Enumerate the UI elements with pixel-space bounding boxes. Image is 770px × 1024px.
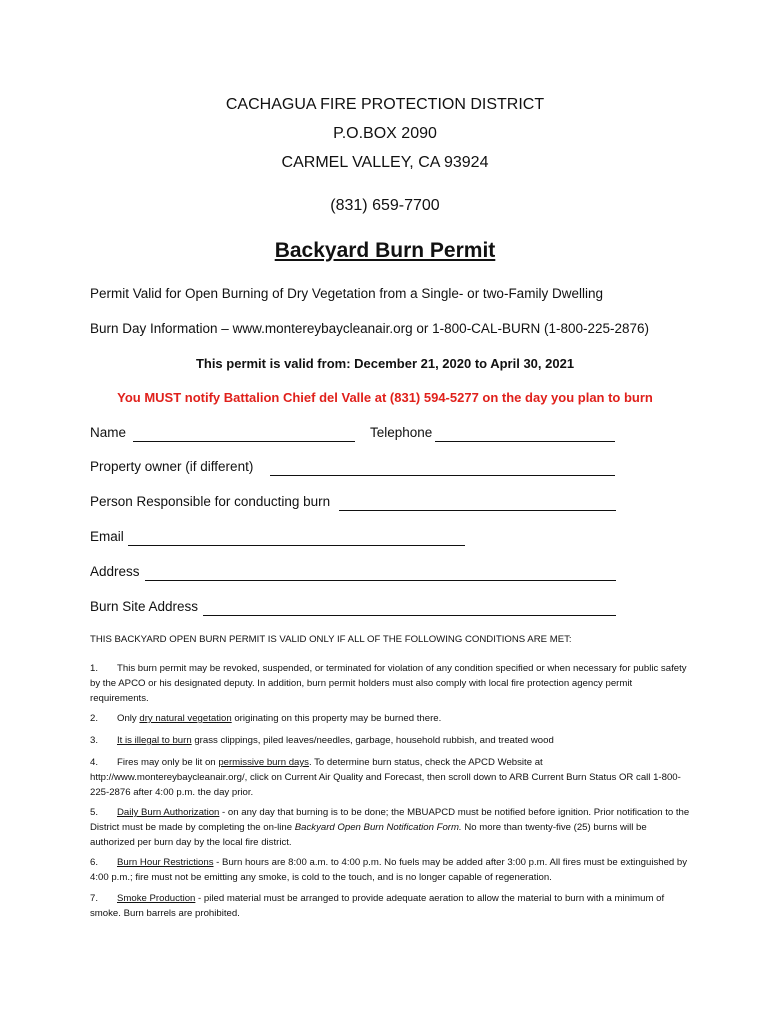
condition-text: It is illegal to burn (117, 735, 192, 746)
org-name: CACHAGUA FIRE PROTECTION DISTRICT (225, 96, 545, 113)
name-field[interactable] (133, 441, 355, 442)
po-box: P.O.BOX 2090 (333, 125, 437, 142)
condition-text: grass clippings, piled leaves/needles, garbage, household rubbish, and treated wood (191, 735, 554, 746)
phone: (831) 659-7700 (330, 197, 440, 214)
condition-text: Burn Hour Restrictions (117, 857, 214, 868)
conditions-heading: THIS BACKYARD OPEN BURN PERMIT IS VALID ONLY IF ALL OF THE FOLLOWING CONDITIONS ARE MET: (90, 634, 572, 645)
condition-text: Fires may only be lit on (117, 757, 219, 768)
condition-text: Smoke Production (117, 893, 196, 904)
condition-text: . To determine burn status, check the APCD Website at http://www.montereybaycleanair.org/, click on Current Air Quality and Forecast, then scroll down to ARB Current Burn Status OR call 1-800-225-2876 after 4:00 p.m. the day prior. (90, 757, 681, 798)
notify-notice: You MUST notify Battalion Chief del Valle at (831) 594-5277 on the day you plan to burn (117, 390, 653, 405)
condition-number: 3. (90, 735, 99, 746)
condition-number: 1. (90, 663, 99, 674)
condition-text: Backyard Open Burn Notification Form. (294, 822, 462, 833)
email-field[interactable] (128, 545, 465, 546)
valid-dates: This permit is valid from: December 21, 2020 to April 30, 2021 (195, 356, 575, 371)
property-owner-field[interactable] (270, 475, 615, 476)
name-label: Name (90, 425, 127, 440)
condition-number: 6. (90, 857, 99, 868)
email-label: Email (90, 529, 124, 544)
condition-item (90, 755, 690, 800)
condition-item (90, 805, 690, 850)
property-owner-label: Property owner (if different) (90, 459, 254, 474)
condition-text: Only (117, 713, 140, 724)
condition-item (90, 661, 690, 706)
burn-site-label: Burn Site Address (90, 599, 199, 614)
address-field[interactable] (145, 580, 616, 581)
condition-item (90, 711, 690, 726)
condition-number: 2. (90, 713, 99, 724)
condition-number: 4. (90, 757, 99, 768)
condition-item (90, 733, 690, 748)
condition-item (90, 855, 690, 885)
address-label: Address (90, 564, 140, 579)
condition-text: Daily Burn Authorization (117, 807, 220, 818)
valid-for: Permit Valid for Open Burning of Dry Vegetation from a Single- or two-Family Dwelling (90, 286, 603, 301)
condition-text: - piled material must be arranged to provide adequate aeration to allow the material to burn with a minimum of smoke. Burn barrels are prohibited. (90, 893, 665, 919)
city: CARMEL VALLEY, CA 93924 (281, 154, 489, 171)
condition-text: No more than twenty-five (25) burns will be authorized per burn day by the local fire district. (90, 822, 647, 848)
condition-text: dry natural vegetation (139, 713, 232, 724)
burn-day-info: Burn Day Information – www.montereybaycleanair.org or 1-800-CAL-BURN (1-800-225-2876) (90, 321, 650, 336)
telephone-field[interactable] (435, 441, 615, 442)
person-responsible-field[interactable] (339, 510, 616, 511)
page-title: Backyard Burn Permit (274, 239, 496, 262)
condition-text: - on any day that burning is to be done; the MBUAPCD must be notified before ignition. Prior notification to the District must be made by completing the on-line (90, 807, 690, 833)
condition-text: permissive burn days (218, 757, 309, 768)
condition-text: This burn permit may be revoked, suspended, or terminated for violation of any condition specified or when necessary for public safety by the APCO or his designated deputy. In addition, burn permit holders must also comply with local fire protection agency permit requirements. (90, 663, 687, 704)
condition-item (90, 891, 690, 921)
condition-number: 7. (90, 893, 99, 904)
person-responsible-label: Person Responsible for conducting burn (90, 494, 331, 509)
burn-site-field[interactable] (203, 615, 616, 616)
condition-number: 5. (90, 807, 99, 818)
condition-text: - Burn hours are 8:00 a.m. to 4:00 p.m. No fuels may be added after 3:00 p.m. All fires must be extinguished by 4:00 p.m.; fire must not be emitting any smoke, is cold to the touch, and is no longer capable of regeneration. (90, 857, 688, 883)
telephone-label: Telephone (370, 425, 433, 440)
condition-text: originating on this property may be burned there. (231, 713, 442, 724)
